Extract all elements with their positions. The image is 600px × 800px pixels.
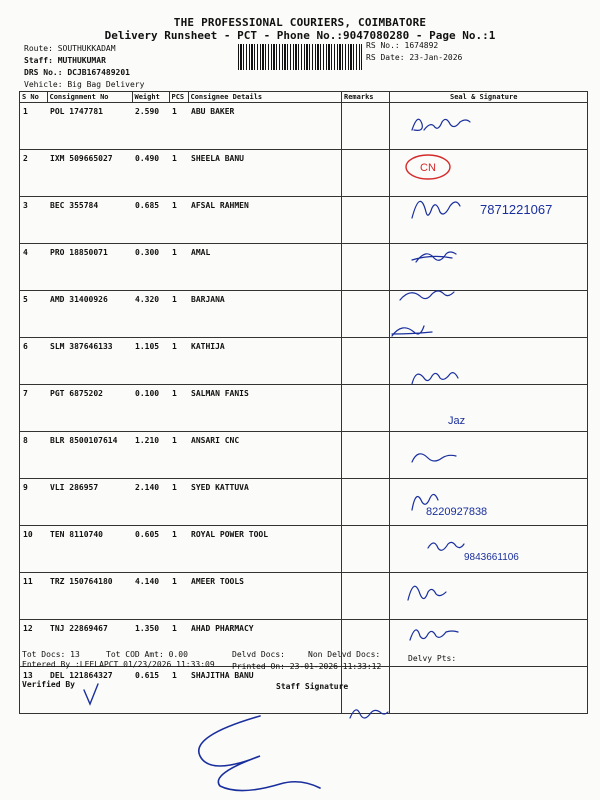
col-weight: Weight [132, 92, 169, 103]
row-consignee: ABU BAKER [188, 103, 342, 150]
row-pcs: 1 [169, 526, 188, 573]
verified-signature [84, 684, 98, 704]
row-sno: 13 [20, 667, 48, 714]
row-weight: 4.320 [132, 291, 169, 338]
staff-signature-label: Staff Signature [276, 682, 349, 691]
row-weight: 0.615 [132, 667, 169, 714]
company-title: THE PROFESSIONAL COURIERS, COIMBATORE [173, 16, 427, 29]
row-pcs: 1 [169, 432, 188, 479]
signature-3 [412, 201, 460, 218]
row-consignment: TNJ 22869467 [47, 620, 132, 667]
row-sno: 10 [20, 526, 48, 573]
cn-stamp-text: CN [420, 162, 436, 174]
staff-label: Staff: MUTHUKUMAR [24, 56, 106, 65]
handwritten-phone-11: 9843661106 [464, 552, 519, 563]
drs-number: DRS No.: DCJB167489201 [24, 68, 130, 77]
row-sno: 1 [20, 103, 48, 150]
rs-number: RS No.: 1674892 [366, 41, 439, 50]
row-weight: 0.100 [132, 385, 169, 432]
col-consignment: Consignment No [47, 92, 132, 103]
row-consignee: ROYAL POWER TOOL [188, 526, 342, 573]
col-consignee: Consignee Details [188, 92, 342, 103]
signature-9 [412, 454, 456, 462]
row-pcs: 1 [169, 150, 188, 197]
row-consignment: TEN 8110740 [47, 526, 132, 573]
row-weight: 0.490 [132, 150, 169, 197]
row-weight: 1.350 [132, 620, 169, 667]
row-sno: 6 [20, 338, 48, 385]
tot-cod-amt: Tot COD Amt: 0.00 [106, 650, 188, 659]
col-pcs: PCS [169, 92, 188, 103]
row-sno: 11 [20, 573, 48, 620]
delvd-docs: Delvd Docs: [232, 650, 285, 659]
row-consignee: AMAL [188, 244, 342, 291]
signature-1 [412, 119, 470, 130]
row-weight: 0.605 [132, 526, 169, 573]
row-consignee: SHAJITHA BANU [188, 667, 342, 714]
row-consignment: BLR 8500107614 [47, 432, 132, 479]
row-pcs: 1 [169, 103, 188, 150]
row-sno: 7 [20, 385, 48, 432]
row-sno: 2 [20, 150, 48, 197]
row-weight: 2.590 [132, 103, 169, 150]
row-consignment: SLM 387646133 [47, 338, 132, 385]
signature-11 [428, 542, 464, 550]
row-pcs: 1 [169, 667, 188, 714]
row-sno: 5 [20, 291, 48, 338]
row-consignment: POL 1747781 [47, 103, 132, 150]
col-sno: S No [20, 92, 48, 103]
row-consignment: TRZ 150764180 [47, 573, 132, 620]
signature-12 [408, 586, 446, 600]
handwritten-note-8: Jaz [448, 415, 466, 427]
col-signature: Seal & Signature [390, 92, 588, 103]
row-pcs: 1 [169, 620, 188, 667]
non-delvd-docs: Non Delvd Docs: [308, 650, 381, 659]
row-consignment: IXM 509665027 [47, 150, 132, 197]
entered-by: Entered By :LEELAPCT 01/23/2026 11:33:09 [22, 660, 215, 669]
route-label: Route: SOUTHUKKADAM [24, 44, 116, 53]
row-consignee: KATHIJA [188, 338, 342, 385]
row-consignment: DEL 121864327 [47, 667, 132, 714]
printed-on: Printed On: 23-01-2026 11:33:12 [232, 662, 382, 671]
row-sno: 3 [20, 197, 48, 244]
row-pcs: 1 [169, 244, 188, 291]
row-weight: 2.140 [132, 479, 169, 526]
row-sno: 8 [20, 432, 48, 479]
large-scribble [199, 716, 320, 791]
rs-date: RS Date: 23-Jan-2026 [366, 53, 463, 62]
signature-4 [412, 252, 456, 262]
row-consignment: AMD 31400926 [47, 291, 132, 338]
row-consignee: AFSAL RAHMEN [188, 197, 342, 244]
row-weight: 1.105 [132, 338, 169, 385]
signature-6 [392, 326, 432, 336]
row-weight: 0.685 [132, 197, 169, 244]
row-pcs: 1 [169, 385, 188, 432]
row-weight: 0.300 [132, 244, 169, 291]
row-consignee: SALMAN FANIS [188, 385, 342, 432]
row-sno: 9 [20, 479, 48, 526]
row-consignee: BARJANA [188, 291, 342, 338]
row-consignee: SHEELA BANU [188, 150, 342, 197]
row-consignment: VLI 286957 [47, 479, 132, 526]
row-pcs: 1 [169, 197, 188, 244]
row-pcs: 1 [169, 573, 188, 620]
row-sno: 12 [20, 620, 48, 667]
row-sno: 4 [20, 244, 48, 291]
verified-by: Verified By [22, 680, 75, 689]
signature-13 [410, 630, 458, 640]
runsheet-title: Delivery Runsheet - PCT - Phone No.:9047080280 - Page No.:1 [104, 29, 496, 42]
delvy-pts: Delvy Pts: [408, 654, 457, 663]
row-consignee: AMEER TOOLS [188, 573, 342, 620]
row-weight: 4.140 [132, 573, 169, 620]
handwritten-phone-10: 8220927838 [426, 506, 488, 518]
tot-docs: Tot Docs: 13 [22, 650, 80, 659]
staff-signature-mark [350, 710, 388, 718]
row-consignee: ANSARI CNC [188, 432, 342, 479]
row-consignee: SYED KATTUVA [188, 479, 342, 526]
row-weight: 1.210 [132, 432, 169, 479]
handwritten-phone-3: 7871221067 [480, 202, 553, 217]
signature-5 [400, 291, 454, 300]
vehicle-label: Vehicle: Big Bag Delivery [24, 80, 145, 89]
row-consignment: BEC 355784 [47, 197, 132, 244]
row-consignee: AHAD PHARMACY [188, 620, 342, 667]
row-consignment: PRO 18850071 [47, 244, 132, 291]
signature-7 [412, 373, 458, 384]
row-pcs: 1 [169, 291, 188, 338]
row-consignment: PGT 6875202 [47, 385, 132, 432]
row-pcs: 1 [169, 479, 188, 526]
row-pcs: 1 [169, 338, 188, 385]
col-remarks: Remarks [342, 92, 390, 103]
